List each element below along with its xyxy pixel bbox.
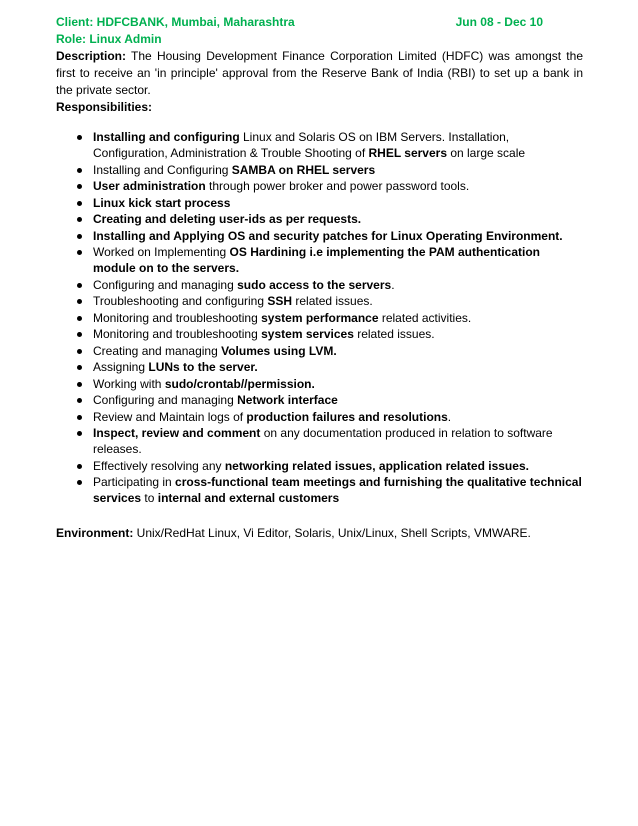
bold-text: LUNs to the server. <box>148 360 258 374</box>
bullet-icon <box>77 316 82 321</box>
item-text: to <box>141 491 158 505</box>
bold-text: RHEL servers <box>368 146 447 160</box>
bold-text: production failures and resolutions <box>246 409 448 424</box>
bullet-icon <box>77 234 82 239</box>
list-item <box>56 474 583 506</box>
bullet-icon <box>77 184 82 189</box>
bold-text: sudo access to the servers <box>237 277 392 292</box>
environment-paragraph <box>56 525 583 542</box>
list-item <box>56 343 583 359</box>
list-item <box>56 129 583 161</box>
bold-text: Creating and deleting user-ids as per requests. <box>93 212 362 226</box>
bullet-icon <box>77 480 82 485</box>
bullet-icon <box>77 431 82 436</box>
bold-text: Installing and configuring <box>93 130 240 144</box>
item-text: Review and Maintain logs of <box>93 409 247 424</box>
client-line: Client: HDFCBANK, Mumbai, Maharashtra <box>56 15 295 29</box>
list-item <box>56 326 583 342</box>
bullet-icon <box>77 382 82 387</box>
item-text: Installing and Configuring <box>93 162 232 177</box>
bullet-icon <box>77 464 82 469</box>
item-text: Participating in <box>93 475 176 489</box>
environment-text: Unix/RedHat Linux, Vi Editor, Solaris, Unix/Linux, Shell Scripts, VMWARE. <box>133 526 531 540</box>
list-item <box>56 458 583 474</box>
bold-text: Inspect, review and comment <box>93 426 261 440</box>
environment-label: Environment: <box>56 526 134 540</box>
bullet-icon <box>77 250 82 255</box>
item-text: on large scale <box>447 146 526 160</box>
bullet-icon <box>77 217 82 222</box>
bullet-icon <box>77 283 82 288</box>
job-dates: Jun 08 - Dec 10 <box>455 15 543 29</box>
item-text: related issues. <box>353 327 435 341</box>
description-text: The Housing Development Finance Corporation Limited (HDFC) was amongst the first to receive an 'in principle' approval from the Reserve Bank of India (RBI) to set up a bank in the private sector. <box>56 49 583 97</box>
list-item <box>56 310 583 326</box>
item-text: Creating and managing <box>93 343 222 358</box>
bullet-icon <box>77 415 82 420</box>
list-item <box>56 425 583 457</box>
bold-text: internal and external customers <box>157 491 340 505</box>
bullet-icon <box>77 365 82 370</box>
item-text: . <box>447 409 452 424</box>
bold-text: Installing and Applying OS and security patches for Linux Operating Environment. <box>93 228 563 243</box>
item-text: Worked on Implementing <box>93 245 230 259</box>
list-item <box>56 277 583 293</box>
list-item <box>56 293 583 309</box>
bold-text: SSH <box>267 294 293 308</box>
item-text: Effectively resolving any <box>93 458 225 473</box>
item-text: Monitoring and troubleshooting <box>93 327 262 341</box>
item-text: Assigning <box>93 360 149 374</box>
list-item <box>56 409 583 425</box>
item-text: related activities. <box>378 310 472 325</box>
item-text: Troubleshooting and configuring <box>93 294 268 308</box>
bold-text: system services <box>261 327 354 341</box>
list-item <box>56 195 583 211</box>
role-line: Role: Linux Admin <box>56 32 162 46</box>
list-item <box>56 359 583 375</box>
bullet-icon <box>77 349 82 354</box>
item-text: Monitoring and troubleshooting <box>93 310 262 325</box>
list-item <box>56 228 583 244</box>
bullet-icon <box>77 168 82 173</box>
item-text: . <box>391 277 395 292</box>
bold-text: OS Hardining i.e implementing the PAM authentication module on to the servers. <box>93 245 540 275</box>
bold-text: Network interface <box>237 393 338 407</box>
bold-text: Volumes using LVM. <box>221 343 337 358</box>
bold-text: User administration <box>93 179 206 193</box>
bullet-icon <box>77 332 82 337</box>
bullet-icon <box>77 299 82 304</box>
description-label: Description: <box>56 49 127 63</box>
bold-text: SAMBA on RHEL servers <box>231 162 376 177</box>
bold-text: system performance <box>261 310 379 325</box>
responsibilities-list <box>56 129 583 506</box>
item-text: Linux and Solaris OS on IBM Servers. Installation, Configuration, Administration & Trouble Shooting of <box>93 130 510 160</box>
description-paragraph <box>56 48 583 99</box>
item-text: Configuring and managing <box>93 277 238 292</box>
item-text: on any documentation produced in relation to software releases. <box>93 426 553 456</box>
item-text: Configuring and managing <box>93 393 238 407</box>
bold-text: networking related issues, application related issues. <box>224 458 529 473</box>
bold-text: sudo/crontab//permission. <box>164 376 315 391</box>
item-text: related issues. <box>292 294 373 308</box>
item-text: Working with <box>93 376 165 391</box>
list-item <box>56 162 583 178</box>
bullet-icon <box>77 398 82 403</box>
bullet-icon <box>77 201 82 206</box>
list-item <box>56 392 583 408</box>
job-header <box>56 14 583 31</box>
list-item <box>56 211 583 227</box>
list-item <box>56 376 583 392</box>
item-text: through power broker and power password tools. <box>205 179 470 193</box>
bullet-icon <box>77 135 82 140</box>
responsibilities-heading: Responsibilities: <box>56 100 153 114</box>
bold-text: cross-functional team meetings and furnishing the qualitative technical services <box>93 475 582 505</box>
list-item <box>56 244 583 276</box>
list-item <box>56 178 583 194</box>
bold-text: Linux kick start process <box>93 195 231 210</box>
